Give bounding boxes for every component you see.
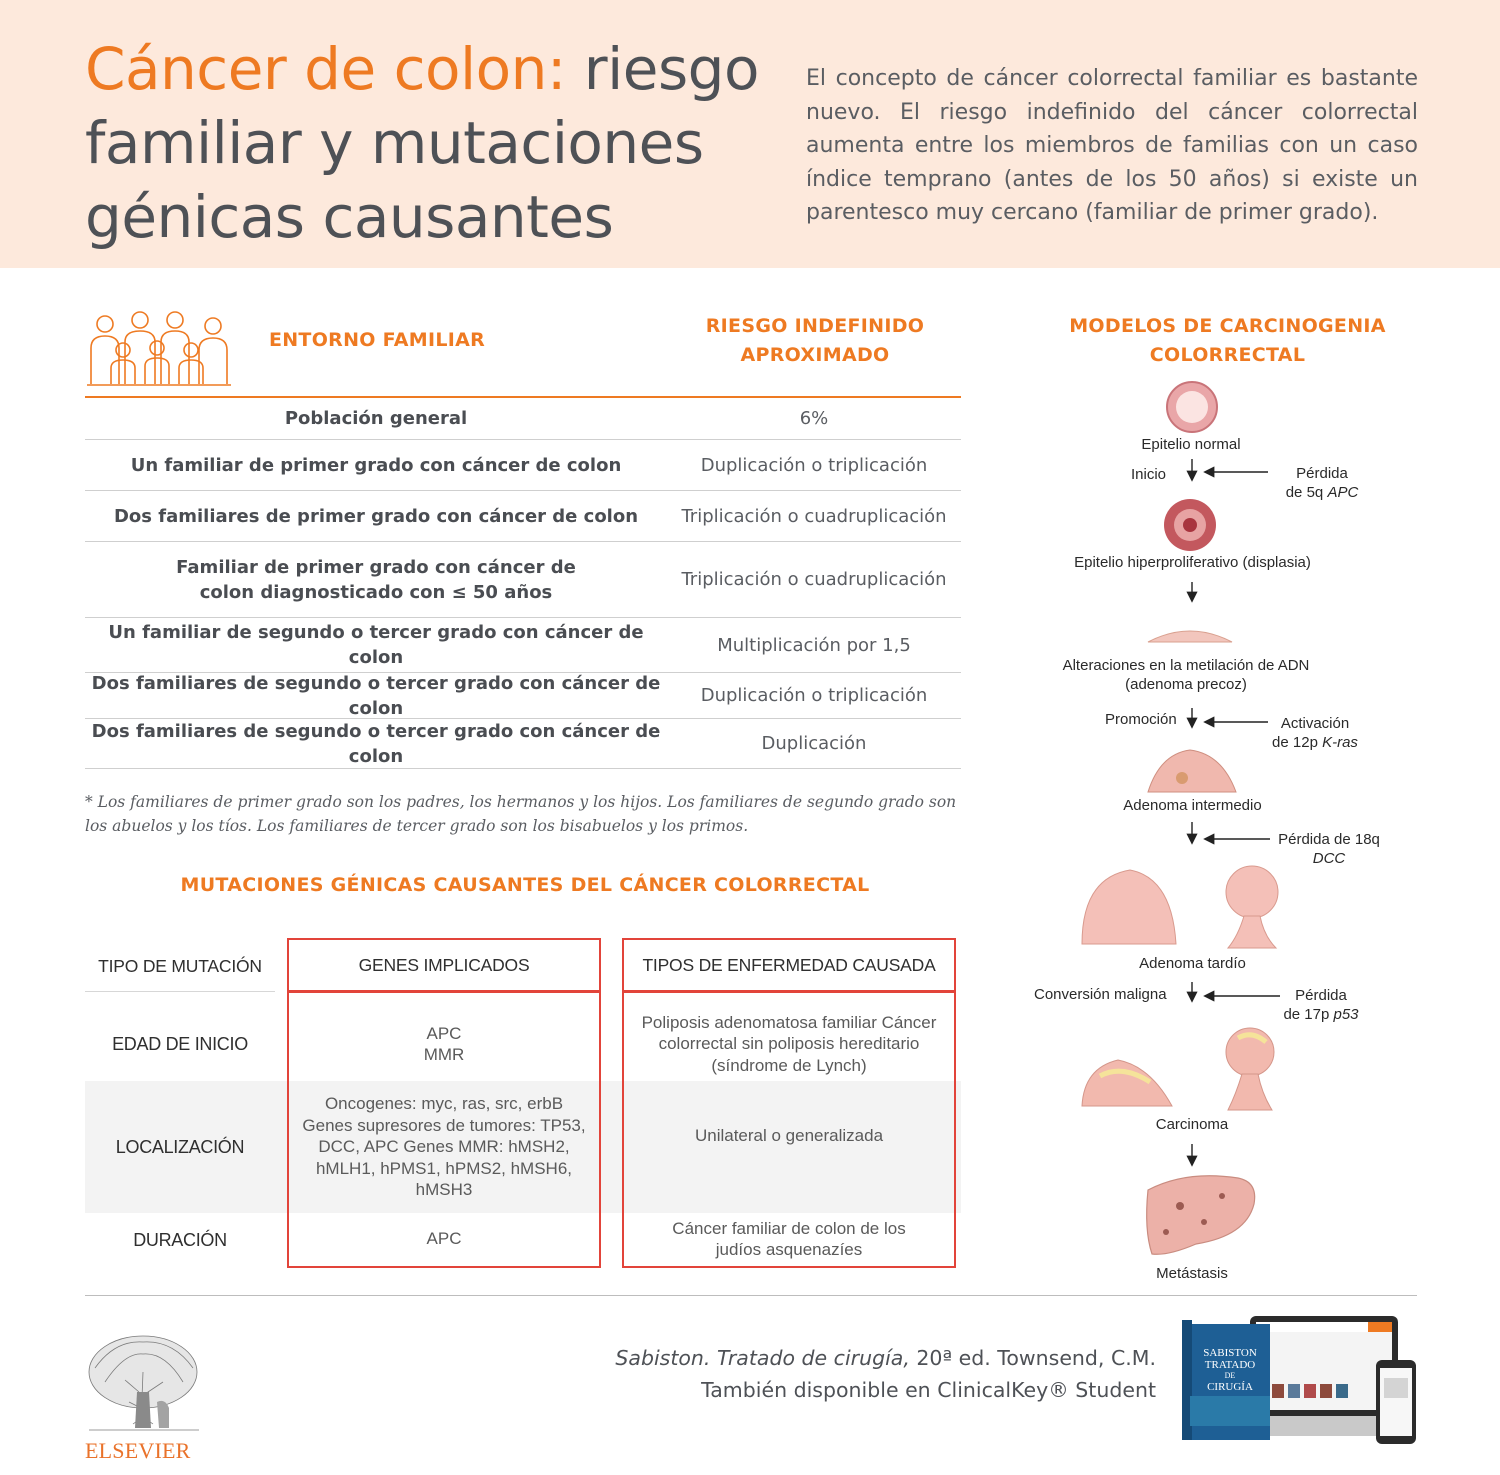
loss-17p-gene: p53 xyxy=(1333,1006,1359,1023)
risk-row xyxy=(85,398,961,440)
carcinogenesis-title xyxy=(1040,312,1415,370)
family-group-icon xyxy=(85,306,233,386)
risk-entorno: Un familiar de segundo o tercer grado con cáncer de colon xyxy=(108,622,644,668)
disease-cell: Poliposis adenomatosa familiar Cáncer colorrectal sin poliposis hereditario (síndrome de Lynch) xyxy=(641,1012,937,1075)
citation-availability: También disponible en ClinicalKey® Student xyxy=(701,1378,1156,1402)
citation-edition: 20ª ed. Townsend, C.M. xyxy=(909,1346,1156,1370)
step-hyperproliferative: Epitelio hiperproliferativo (displasia) xyxy=(1074,554,1311,571)
loss-5q-line1: Pérdida xyxy=(1296,465,1348,482)
step-normal-epithelium: Epitelio normal xyxy=(1141,436,1241,453)
step-conversion: Conversión maligna xyxy=(1034,986,1167,1003)
title-line-2: familiar y mutaciones xyxy=(85,109,704,177)
step-late-adenoma: Adenoma tardío xyxy=(1139,955,1246,972)
row-label-duracion: DURACIÓN xyxy=(133,1230,227,1250)
step-loss-17p xyxy=(1276,986,1366,1024)
mutation-header-divider xyxy=(85,991,275,992)
step-promocion: Promoción xyxy=(1105,711,1177,728)
risk-value: Multiplicación por 1,5 xyxy=(717,634,911,656)
header-riesgo-line2: APROXIMADO xyxy=(740,344,890,366)
intro-paragraph: El concepto de cáncer colorrectal familiar es bastante nuevo. El riesgo indefinido del cáncer colorrectal aumenta entre los miembros de familias con un caso índice temprano (antes de los 50 años) si existe un parentesco muy cercano (familiar de primer grado). xyxy=(806,66,1418,225)
footer-divider xyxy=(85,1295,1417,1296)
genes-cell: APC xyxy=(426,1229,462,1249)
risk-value: Triplicación o cuadruplicación xyxy=(681,505,947,527)
elsevier-tree-logo xyxy=(85,1332,203,1436)
carcinoma-image xyxy=(1082,1028,1274,1110)
title-line-3: génicas causantes xyxy=(85,183,614,251)
step-inicio: Inicio xyxy=(1131,466,1167,483)
genes-cell: APC MMR xyxy=(423,1023,465,1064)
title-accent: Cáncer de colon: xyxy=(85,35,566,103)
book-cover-line3: DE xyxy=(1224,1371,1236,1380)
normal-epithelium-image xyxy=(1167,382,1217,432)
activation-gene: K-ras xyxy=(1322,734,1358,751)
book-cover-line1: SABISTON xyxy=(1203,1347,1257,1359)
citation-title: Sabiston. Tratado de cirugía, xyxy=(615,1346,910,1370)
loss-18q-line1: Pérdida de 18q xyxy=(1278,831,1380,848)
title-rest: riesgo xyxy=(565,35,759,103)
elsevier-wordmark: ELSEVIER xyxy=(85,1438,191,1463)
risk-row xyxy=(85,618,961,673)
risk-value: Duplicación o triplicación xyxy=(700,454,928,476)
risk-value: Triplicación o cuadruplicación xyxy=(681,569,947,590)
risk-entorno: Dos familiares de segundo o tercer grado con cáncer de colon xyxy=(91,672,661,719)
activation-line2: de 12p xyxy=(1272,734,1323,751)
row-label-edad: EDAD DE INICIO xyxy=(112,1034,248,1054)
early-adenoma-image xyxy=(1148,631,1232,642)
citation xyxy=(560,1342,1156,1406)
loss-5q-line2: de 5q xyxy=(1285,484,1328,501)
loss-18q-gene: DCC xyxy=(1312,850,1346,867)
carc-title-line2: COLORRECTAL xyxy=(1149,344,1306,366)
loss-17p-line2: de 17p xyxy=(1283,1006,1334,1023)
loss-5q-gene: APC xyxy=(1327,484,1359,501)
header-riesgo-line1: RIESGO INDEFINIDO xyxy=(705,315,925,337)
page-title xyxy=(85,32,785,254)
step-metastasis: Metástasis xyxy=(1156,1265,1228,1282)
header-riesgo-indefinido xyxy=(670,312,960,370)
step-activation-12p xyxy=(1260,714,1370,752)
loss-17p-line1: Pérdida xyxy=(1295,987,1347,1004)
late-adenoma-image xyxy=(1082,866,1278,948)
hyperproliferative-image xyxy=(1164,499,1216,551)
risk-entorno: Un familiar de primer grado con cáncer de colon xyxy=(130,454,622,476)
risk-row xyxy=(85,440,961,491)
row-label-localizacion: LOCALIZACIÓN xyxy=(115,1137,245,1157)
book-and-devices-image xyxy=(1172,1312,1422,1450)
risk-value: 6% xyxy=(799,408,829,429)
mutations-title: MUTACIONES GÉNICAS CAUSANTES DEL CÁNCER COLORRECTAL xyxy=(180,874,870,896)
col-tipos-enfermedad: TIPOS DE ENFERMEDAD CAUSADA xyxy=(642,955,936,975)
activation-line1: Activación xyxy=(1280,715,1350,732)
risk-entorno: Dos familiares de segundo o tercer grado con cáncer de colon xyxy=(91,720,661,767)
genes-cell: Oncogenes: myc, ras, src, erbB Genes supresores de tumores: TP53, DCC, APC Genes MMR: hMSH2, hMLH1, hPMS1, hPMS2, hMSH6, hMSH3 xyxy=(302,1094,586,1200)
risk-entorno: Población general xyxy=(284,408,468,429)
risk-entorno: Familiar de primer grado con cáncer de colon diagnosticado con ≤ 50 años xyxy=(176,556,576,603)
intermediate-adenoma-image xyxy=(1148,750,1236,792)
step-carcinoma: Carcinoma xyxy=(1155,1116,1229,1133)
methylation-line2: (adenoma precoz) xyxy=(1125,676,1247,693)
risk-row xyxy=(85,542,961,618)
risk-value: Duplicación xyxy=(761,733,867,754)
book-cover-line4: CIRUGÍA xyxy=(1207,1381,1253,1393)
step-methylation xyxy=(1036,656,1336,694)
risk-value: Duplicación o triplicación xyxy=(700,685,928,706)
risk-row xyxy=(85,719,961,769)
risk-entorno: Dos familiares de primer grado con cáncer de colon xyxy=(113,505,639,527)
footnote: * Los familiares de primer grado son los padres, los hermanos y los hijos. Los familiares de segundo grado son los abuelos y los tíos. Los familiares de tercer grado son los bisabuelos y los primos. xyxy=(85,793,957,835)
carc-title-line1: MODELOS DE CARCINOGENIA xyxy=(1069,315,1386,337)
col-tipo-mutacion: TIPO DE MUTACIÓN xyxy=(98,956,262,976)
disease-cell: Cáncer familiar de colon de los judíos asquenazíes xyxy=(672,1218,906,1259)
methylation-line1: Alteraciones en la metilación de ADN xyxy=(1062,657,1310,674)
step-loss-18q xyxy=(1270,830,1388,868)
step-loss-5q xyxy=(1262,464,1382,502)
risk-row xyxy=(85,491,961,542)
risk-row xyxy=(85,673,961,719)
liver-metastasis-image xyxy=(1147,1176,1255,1255)
header-entorno-familiar: ENTORNO FAMILIAR xyxy=(268,329,486,351)
book-cover-line2: TRATADO xyxy=(1204,1359,1256,1371)
col-genes-implicados: GENES IMPLICADOS xyxy=(358,955,530,975)
disease-cell: Unilateral o generalizada xyxy=(694,1126,884,1146)
step-intermediate-adenoma: Adenoma intermedio xyxy=(1123,797,1262,814)
